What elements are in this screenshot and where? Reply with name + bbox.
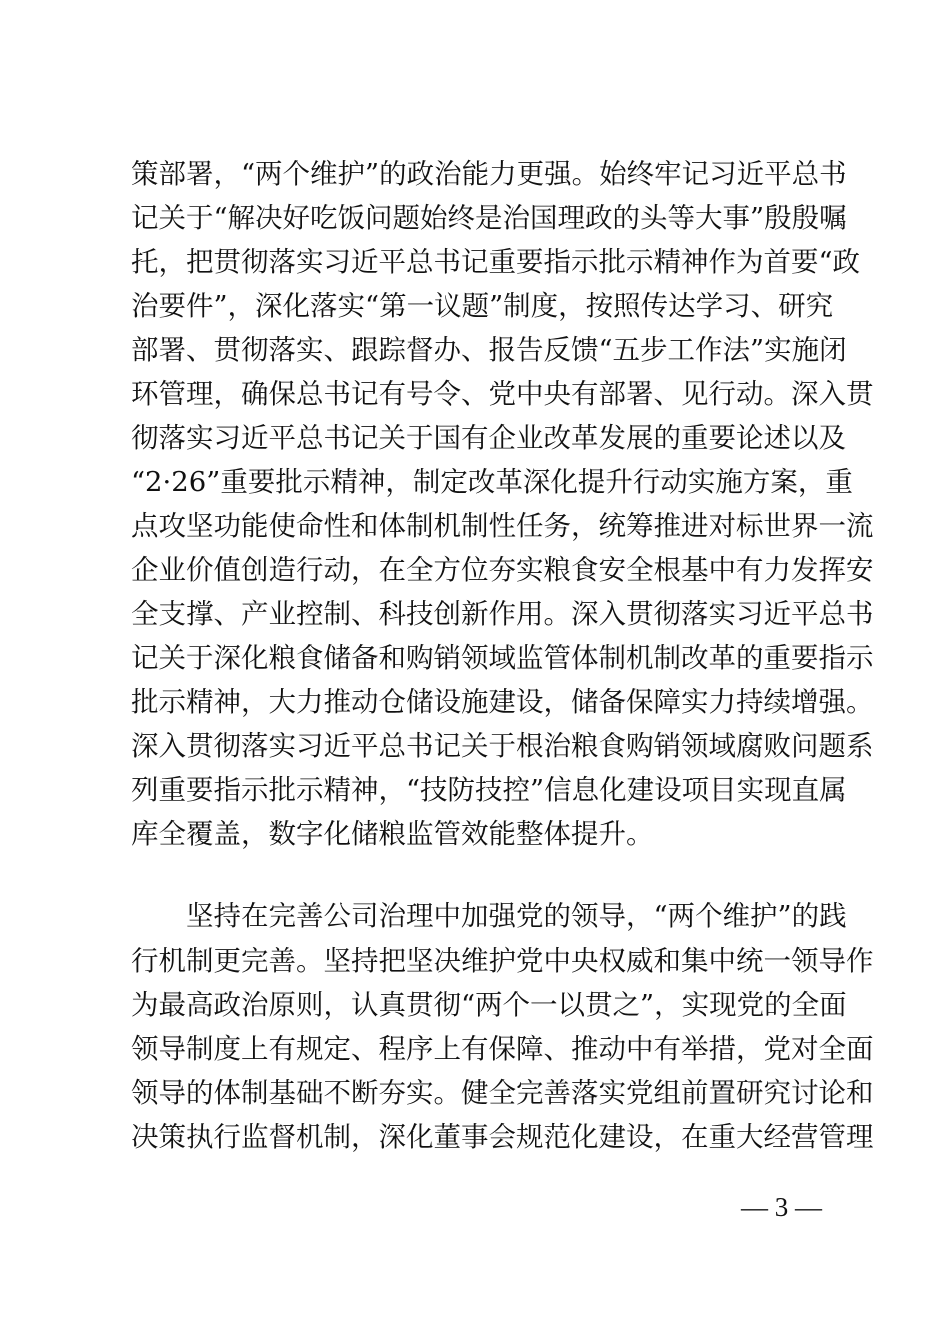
paragraph-2-line: 决策执行监督机制，深化董事会规范化建设，在重大经营管理 [131, 1121, 874, 1153]
paragraph-2-line: 行机制更完善。坚持把坚决维护党中央权威和集中统一领导作 [131, 945, 874, 977]
paragraph-1-line: 环管理，确保总书记有号令、党中央有部署、见行动。深入贯 [131, 378, 874, 410]
paragraph-2-line: 领导的体制基础不断夯实。健全完善落实党组前置研究讨论和 [131, 1077, 874, 1109]
paragraph-1-line: 批示精神，大力推动仓储设施建设，储备保障实力持续增强。 [131, 686, 874, 718]
paragraph-1-line: 记关于“解决好吃饭问题始终是治国理政的头等大事”殷殷嘱 [131, 202, 847, 234]
paragraph-2-line: 坚持在完善公司治理中加强党的领导，“两个维护”的践 [131, 900, 847, 932]
paragraph-1-line: 企业价值创造行动，在全方位夯实粮食安全根基中有力发挥安 [131, 554, 874, 586]
paragraph-1-line: 全支撑、产业控制、科技创新作用。深入贯彻落实习近平总书 [131, 598, 874, 630]
page-number: — 3 — [741, 1192, 822, 1222]
paragraph-1-line: “2·26”重要批示精神，制定改革深化提升行动实施方案，重 [131, 466, 853, 498]
paragraph-2-line: 领导制度上有规定、程序上有保障、推动中有举措，党对全面 [131, 1033, 874, 1065]
paragraph-1-line: 深入贯彻落实习近平总书记关于根治粮食购销领域腐败问题系 [131, 730, 874, 762]
paragraph-1-line: 治要件”，深化落实“第一议题”制度，按照传达学习、研究 [131, 290, 834, 322]
paragraph-1-line: 彻落实习近平总书记关于国有企业改革发展的重要论述以及 [131, 422, 846, 454]
paragraph-1-line: 记关于深化粮食储备和购销领域监管体制机制改革的重要指示 [131, 642, 874, 674]
paragraph-1-line: 托，把贯彻落实习近平总书记重要指示批示精神作为首要“政 [131, 246, 861, 278]
paragraph-1-line: 点攻坚功能使命性和体制机制性任务，统筹推进对标世界一流 [131, 510, 874, 542]
paragraph-1-line: 策部署，“两个维护”的政治能力更强。始终牢记习近平总书 [131, 158, 847, 190]
paragraph-1-line: 库全覆盖，数字化储粮监管效能整体提升。 [131, 818, 654, 850]
paragraph-1-line: 列重要指示批示精神，“技防技控”信息化建设项目实现直属 [131, 774, 847, 806]
paragraph-2-line: 为最高政治原则，认真贯彻“两个一以贯之”，实现党的全面 [131, 989, 847, 1021]
paragraph-1-line: 部署、贯彻落实、跟踪督办、报告反馈“五步工作法”实施闭 [131, 334, 847, 366]
